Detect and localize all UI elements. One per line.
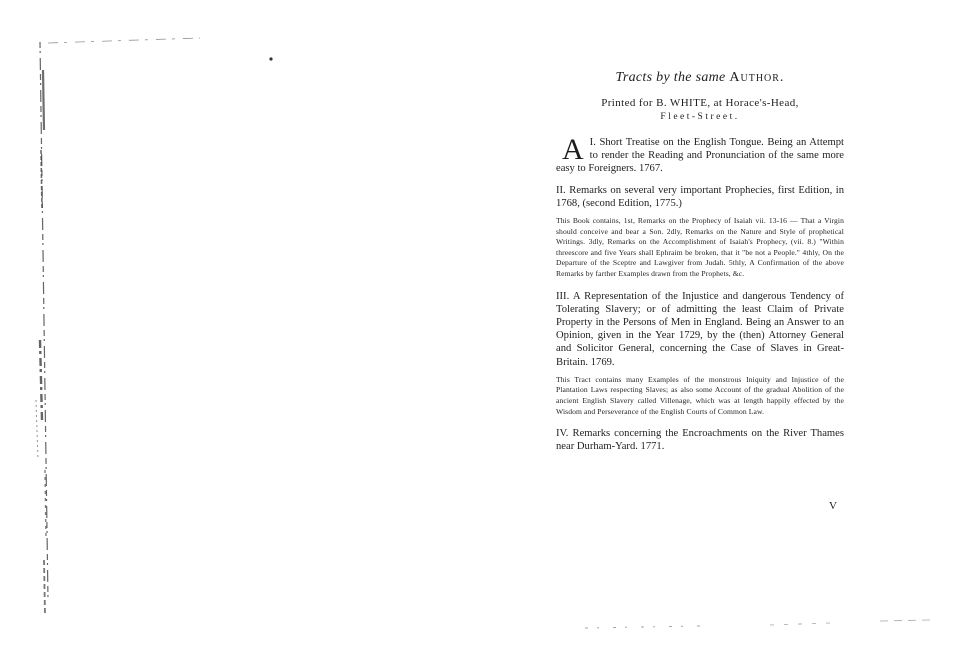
tract-note-3: This Tract contains many Examples of the monstrous Iniquity and Injustice of the Plantation Laws respecting Slaves; as also some Account of the gradual Abolition of the ancient English Slavery called Villenage, which was at length happily effected by the Wisdom and Perseverance of the English Courts of Common Law. [556,374,844,416]
heading-caps: Author. [729,70,785,85]
drop-capital: A [562,133,584,166]
entry-text: Short Treatise on the English Tongue. Being an Attempt to render the Reading and Pronunciation of the same more easy to Foreigners. 1767. [556,137,844,175]
entry-text: A Representation of the Injustice and dangerous Tendency of Tolerating Slavery; or of admitting the least Claim of Private Property in the Persons of Men in England. Being an Answer to an Opinion, given in the Year 1729, by the (then) Attorney General and Solicitor General, concerning the Case of Slaves in Great-Britain. 1769. [556,290,844,368]
catchword: V [829,500,837,512]
heading-italic: Tracts by the same [615,70,726,85]
entry-text: Remarks concerning the Encroachments on the River Thames near Durham-Yard. 1771. [556,428,844,453]
printer-line-1: Printed for B. WHITE, at Horace's-Head, [601,97,799,109]
entry-text: Remarks on several very important Prophecies, first Edition, in 1768, (second Edition, 1775.) [556,184,844,209]
entry-number: IV. [556,428,569,440]
tract-note-2: This Book contains, 1st, Remarks on the Prophecy of Isaiah vii. 13-16 — That a Virgin should conceive and bear a Son. 2dly, Remarks on the Nature and Style of prophetical Writings. 3dly, Remarks on the Accomplishment of Isaiah's Prophecy, (vii. 8.) "Within threescore and five Years shall Ephraim be broken, that it "be not a People." 4thly, On the Departure of the Sceptre and Lawgiver from Judah. 5thly, A Confirmation of the above Remarks by farther Examples drawn from the Prophets, &c. [556,216,844,278]
entry-number: I. [589,137,596,148]
entry-number: II. [556,184,566,196]
entry-number: III. [556,290,570,302]
printer-line-2: Fleet-Street. [660,112,740,122]
